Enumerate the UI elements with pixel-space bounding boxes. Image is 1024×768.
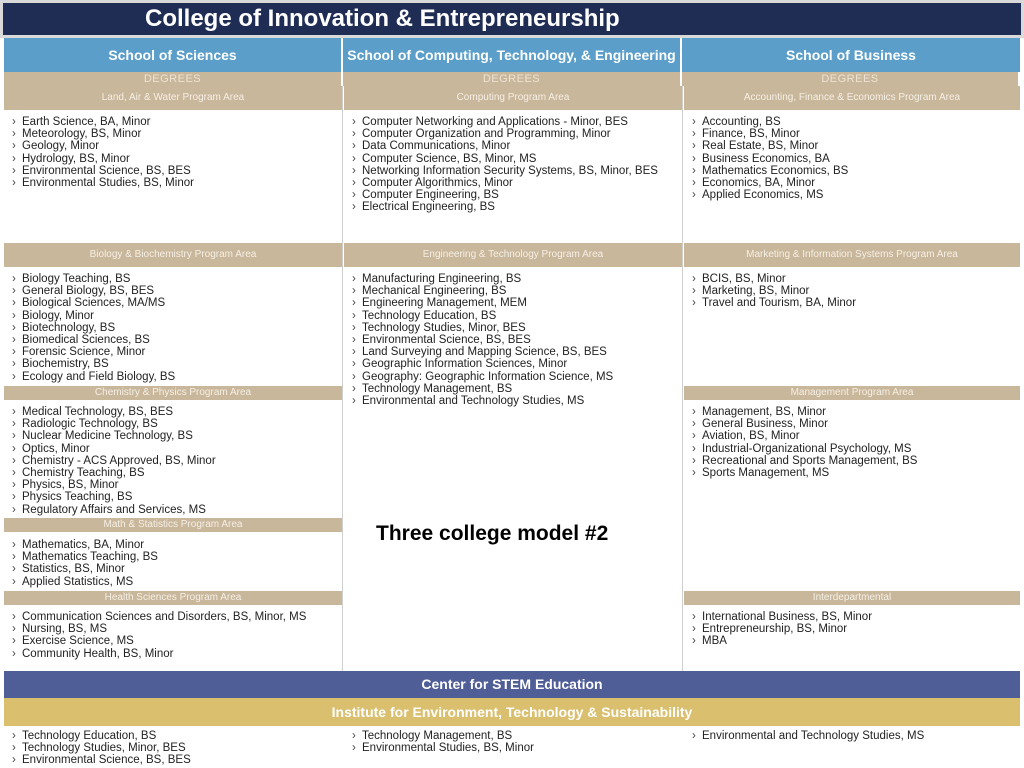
- program-item: › Environmental and Technology Studies, MS: [352, 395, 682, 407]
- program-item: › Hydrology, BS, Minor: [12, 153, 342, 165]
- page-title: College of Innovation & Entrepreneurship: [0, 0, 1024, 38]
- program-item: › Mathematics Economics, BS: [692, 165, 1020, 177]
- program-item: › Marketing, BS, Minor: [692, 285, 1020, 297]
- program-area-header: Engineering & Technology Program Area: [344, 243, 682, 267]
- program-item: › Networking Information Security Systems, BS, Minor, BES: [352, 165, 682, 177]
- program-item: › Technology Education, BS: [12, 730, 344, 742]
- program-item: › General Biology, BS, BES: [12, 285, 342, 297]
- program-item: › General Business, Minor: [692, 418, 1020, 430]
- program-item: › Mathematics Teaching, BS: [12, 551, 342, 563]
- program-item: › Geology, Minor: [12, 140, 342, 152]
- program-item: › Environmental Science, BS, BES: [12, 165, 342, 177]
- program-item: › Nursing, BS, MS: [12, 623, 342, 635]
- program-item: › Recreational and Sports Management, BS: [692, 455, 1020, 467]
- school-header: School of Business: [682, 38, 1020, 72]
- program-item: › Finance, BS, Minor: [692, 128, 1020, 140]
- program-item: › Medical Technology, BS, BES: [12, 406, 342, 418]
- program-list: [344, 730, 684, 754]
- program-item: › Technology Studies, Minor, BES: [352, 322, 682, 334]
- program-item: › Manufacturing Engineering, BS: [352, 273, 682, 285]
- program-item: › Regulatory Affairs and Services, MS: [12, 504, 342, 516]
- slide-caption: Three college model #2: [376, 522, 609, 545]
- program-item: › Computer Engineering, BS: [352, 189, 682, 201]
- program-area-header: Marketing & Information Systems Program Area: [684, 243, 1020, 267]
- program-item: › Environmental Studies, BS, Minor: [352, 742, 684, 754]
- program-item: › Chemistry Teaching, BS: [12, 467, 342, 479]
- school-header: School of Sciences: [4, 38, 343, 72]
- program-list: [684, 406, 1020, 479]
- program-area-header: Computing Program Area: [344, 86, 682, 110]
- program-item: › Forensic Science, Minor: [12, 346, 342, 358]
- degrees-label: DEGREES: [682, 72, 1020, 86]
- program-item: › Chemistry - ACS Approved, BS, Minor: [12, 455, 342, 467]
- institute-bar: Institute for Environment, Technology & Sustainability: [4, 698, 1020, 726]
- program-area-header: Management Program Area: [684, 386, 1020, 400]
- program-area-header: Land, Air & Water Program Area: [4, 86, 342, 110]
- program-item: › Environmental Studies, BS, Minor: [12, 177, 342, 189]
- program-item: › Physics Teaching, BS: [12, 491, 342, 503]
- program-item: › International Business, BS, Minor: [692, 611, 1020, 623]
- program-item: › Technology Management, BS: [352, 730, 684, 742]
- program-item: › Nuclear Medicine Technology, BS: [12, 430, 342, 442]
- program-item: › Biological Sciences, MA/MS: [12, 297, 342, 309]
- program-item: › Radiologic Technology, BS: [12, 418, 342, 430]
- program-item: › Statistics, BS, Minor: [12, 563, 342, 575]
- program-area-header: Chemistry & Physics Program Area: [4, 386, 342, 400]
- computing-column: [344, 86, 683, 671]
- program-list: [684, 116, 1020, 201]
- program-list: [4, 539, 342, 588]
- program-item: › Exercise Science, MS: [12, 635, 342, 647]
- program-item: › Management, BS, Minor: [692, 406, 1020, 418]
- stem-center-bar: Center for STEM Education: [4, 671, 1020, 698]
- program-item: › Earth Science, BA, Minor: [12, 116, 342, 128]
- schools-header-row: [4, 38, 1020, 72]
- program-item: › Environmental and Technology Studies, MS: [692, 730, 1020, 742]
- degrees-label: DEGREES: [4, 72, 343, 86]
- program-item: › Land Surveying and Mapping Science, BS, BES: [352, 346, 682, 358]
- program-item: › Computer Networking and Applications - Minor, BES: [352, 116, 682, 128]
- program-item: › Applied Economics, MS: [692, 189, 1020, 201]
- degrees-row: [4, 72, 1020, 86]
- program-item: › Computer Algorithmics, Minor: [352, 177, 682, 189]
- program-item: › Biochemistry, BS: [12, 358, 342, 370]
- business-column: [684, 86, 1020, 671]
- program-item: › Biology Teaching, BS: [12, 273, 342, 285]
- program-area-header: Interdepartmental: [684, 591, 1020, 605]
- program-item: › Biotechnology, BS: [12, 322, 342, 334]
- school-header: School of Computing, Technology, & Engineering: [343, 38, 682, 72]
- program-item: › Accounting, BS: [692, 116, 1020, 128]
- program-item: › MBA: [692, 635, 1020, 647]
- program-item: › Geography: Geographic Information Science, MS: [352, 371, 682, 383]
- program-item: › Economics, BA, Minor: [692, 177, 1020, 189]
- program-list: [4, 273, 342, 383]
- program-area-header: Accounting, Finance & Economics Program Area: [684, 86, 1020, 110]
- program-item: › BCIS, BS, Minor: [692, 273, 1020, 285]
- program-item: › Business Economics, BA: [692, 153, 1020, 165]
- program-list: [344, 116, 682, 214]
- program-item: › Entrepreneurship, BS, Minor: [692, 623, 1020, 635]
- program-item: › Community Health, BS, Minor: [12, 648, 342, 660]
- program-list: [4, 406, 342, 516]
- program-item: › Meteorology, BS, Minor: [12, 128, 342, 140]
- program-item: › Applied Statistics, MS: [12, 576, 342, 588]
- program-list: [4, 730, 344, 767]
- program-item: › Technology Studies, Minor, BES: [12, 742, 344, 754]
- degrees-label: DEGREES: [343, 72, 682, 86]
- program-item: › Sports Management, MS: [692, 467, 1020, 479]
- program-item: › Electrical Engineering, BS: [352, 201, 682, 213]
- program-list: [4, 116, 342, 189]
- program-area-header: Biology & Biochemistry Program Area: [4, 243, 342, 267]
- program-list: [684, 730, 1020, 742]
- program-item: › Technology Education, BS: [352, 310, 682, 322]
- program-item: › Engineering Management, MEM: [352, 297, 682, 309]
- program-list: [684, 273, 1020, 310]
- program-item: › Technology Management, BS: [352, 383, 682, 395]
- program-item: › Real Estate, BS, Minor: [692, 140, 1020, 152]
- program-area-header: Health Sciences Program Area: [4, 591, 342, 605]
- program-item: › Environmental Science, BS, BES: [352, 334, 682, 346]
- program-item: › Mathematics, BA, Minor: [12, 539, 342, 551]
- institute-column-2: [344, 726, 684, 768]
- program-item: › Computer Science, BS, Minor, MS: [352, 153, 682, 165]
- program-list: [684, 611, 1020, 648]
- institute-column-1: [4, 726, 344, 768]
- program-list: [344, 273, 682, 407]
- program-item: › Physics, BS, Minor: [12, 479, 342, 491]
- program-item: › Data Communications, Minor: [352, 140, 682, 152]
- program-item: › Biomedical Sciences, BS: [12, 334, 342, 346]
- program-item: › Biology, Minor: [12, 310, 342, 322]
- program-item: › Aviation, BS, Minor: [692, 430, 1020, 442]
- program-item: › Communication Sciences and Disorders, BS, Minor, MS: [12, 611, 342, 623]
- program-item: › Ecology and Field Biology, BS: [12, 371, 342, 383]
- program-item: › Computer Organization and Programming, Minor: [352, 128, 682, 140]
- program-item: › Industrial-Organizational Psychology, MS: [692, 443, 1020, 455]
- program-item: › Geographic Information Sciences, Minor: [352, 358, 682, 370]
- program-area-header: Math & Statistics Program Area: [4, 518, 342, 532]
- program-list: [4, 611, 342, 660]
- program-item: › Optics, Minor: [12, 443, 342, 455]
- institute-column-3: [684, 726, 1020, 768]
- sciences-column: [4, 86, 343, 671]
- program-item: › Environmental Science, BS, BES: [12, 754, 344, 766]
- program-item: › Mechanical Engineering, BS: [352, 285, 682, 297]
- program-item: › Travel and Tourism, BA, Minor: [692, 297, 1020, 309]
